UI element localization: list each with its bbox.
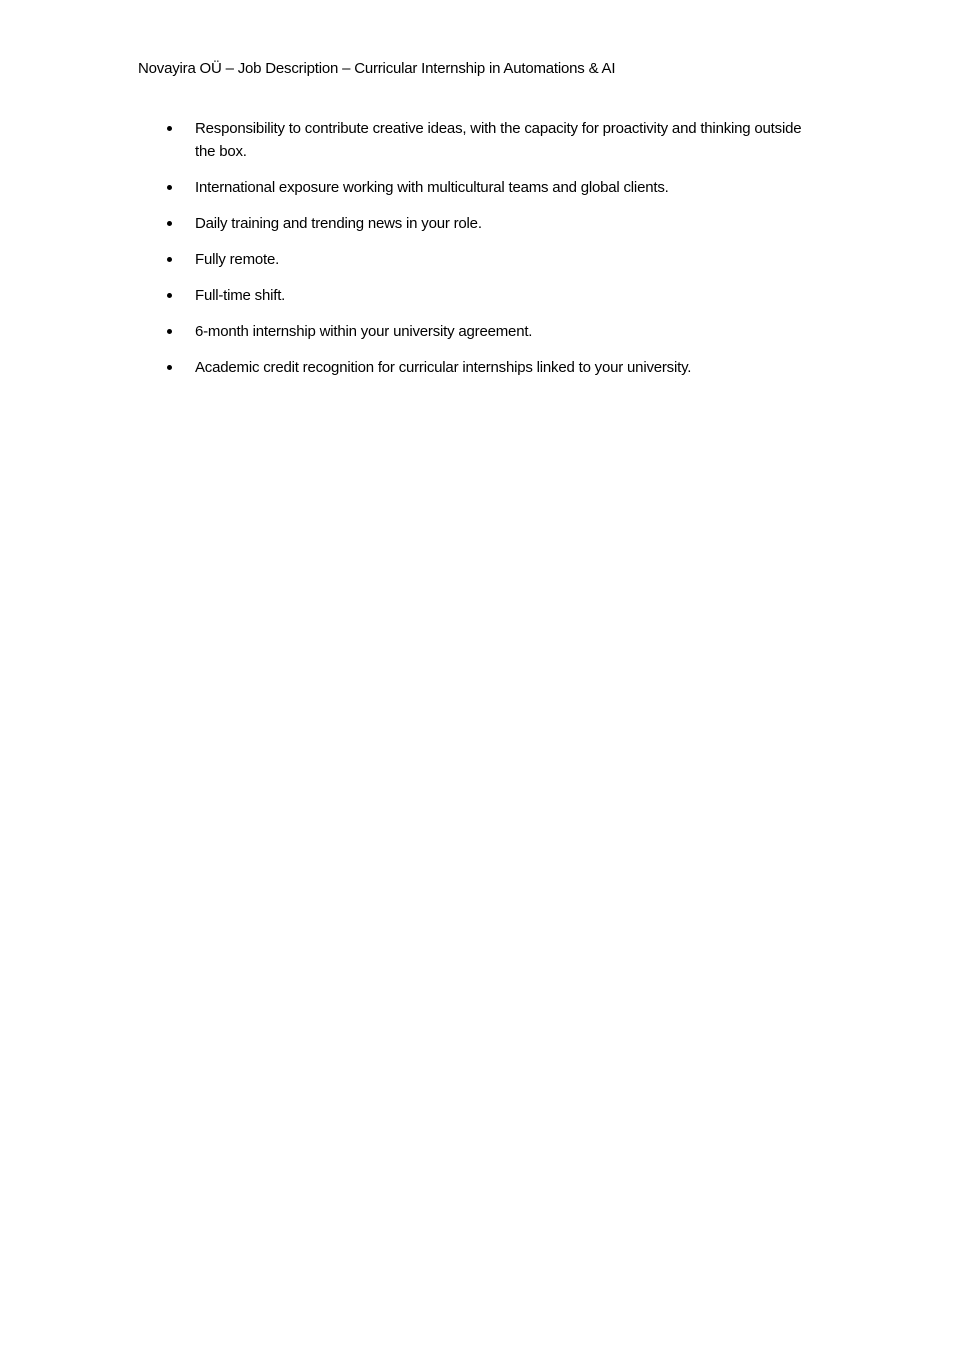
bullet-icon [167, 293, 172, 298]
bullet-icon [167, 221, 172, 226]
list-item-text: Fully remote. [195, 251, 280, 268]
bullet-icon [167, 126, 172, 131]
bullet-icon [167, 257, 172, 262]
page-header: Novayira OÜ – Job Description – Curricular Internship in Automations & AI [138, 60, 616, 77]
list-item-text: Daily training and trending news in your role. [195, 215, 482, 232]
bullet-icon [167, 185, 172, 190]
list-item-text: 6-month internship within your university agreement. [195, 323, 533, 340]
benefits-list [166, 117, 806, 392]
list-item [166, 356, 806, 379]
list-item-text: Academic credit recognition for curricular internships linked to your university. [195, 359, 692, 376]
bullet-icon [167, 365, 172, 370]
list-item [166, 320, 806, 343]
bullet-icon [167, 329, 172, 334]
list-item-text: International exposure working with multicultural teams and global clients. [195, 179, 669, 196]
list-item-text: Full-time shift. [195, 287, 286, 304]
list-item [166, 176, 806, 199]
list-item-text: Responsibility to contribute creative ideas, with the capacity for proactivity and thinking outside the box. [195, 120, 802, 160]
list-item [166, 212, 806, 235]
list-item [166, 284, 806, 307]
list-item [166, 248, 806, 271]
list-item [166, 117, 806, 163]
